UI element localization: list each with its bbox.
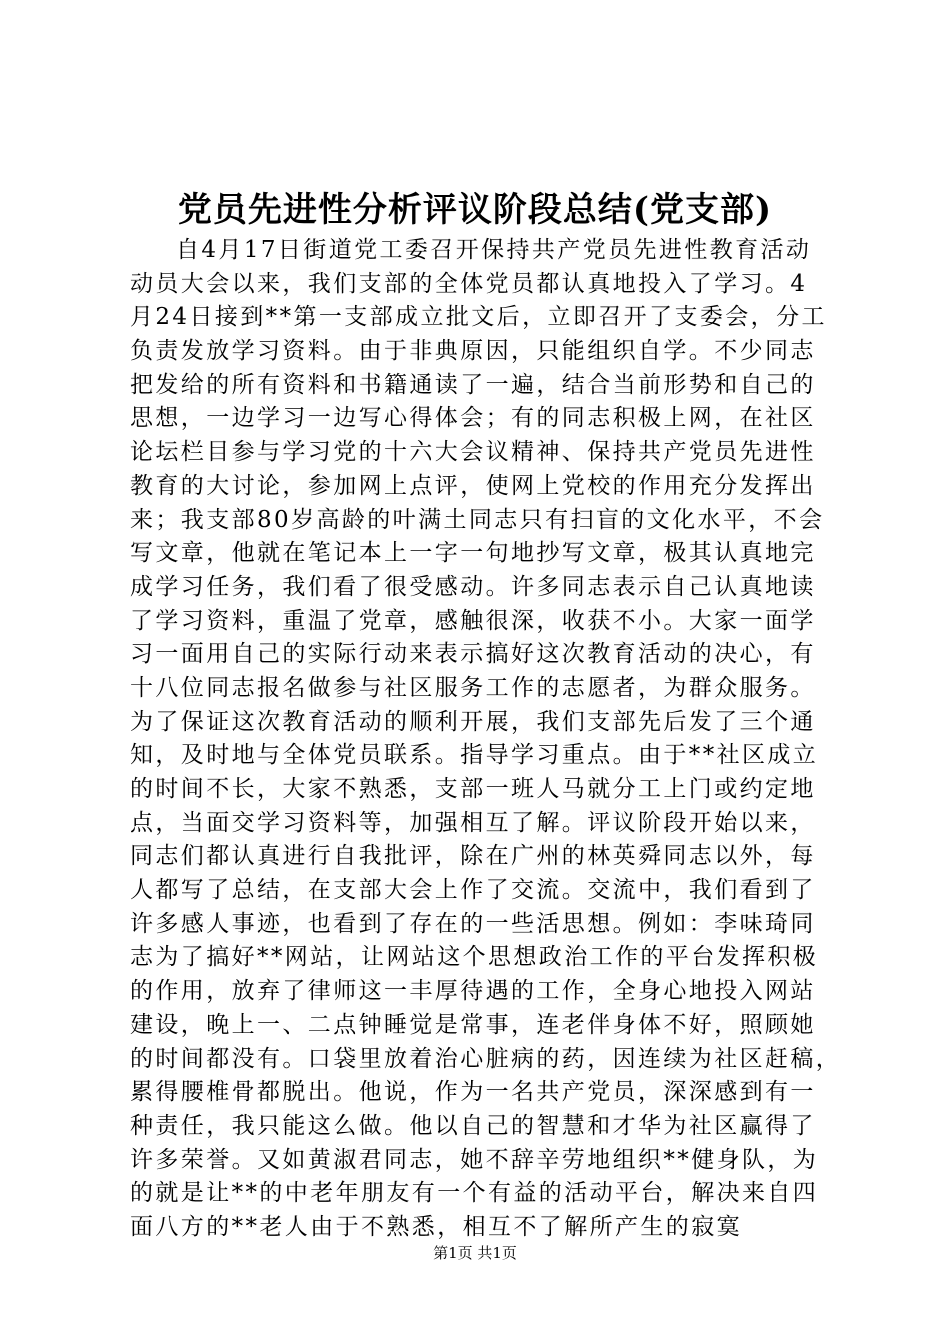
body-line: 的就是让**的中老年朋友有一个有益的活动平台，解决来自四 [130,1180,819,1207]
body-line: 许多感人事迹，也看到了存在的一些活思想。例如：李味琦同 [130,910,816,937]
body-line: 面八方的**老人由于不熟悉，相互不了解所产生的寂寞 [130,1213,742,1240]
body-line: 种责任，我只能这么做。他以自己的智慧和才华为社区赢得了 [130,1112,816,1139]
body-line: 负责发放学习资料。由于非典原因，只能组织自学。不少同志 [130,338,816,365]
body-line: 了学习资料，重温了党章，感触很深，收获不小。大家一面学 [130,607,816,634]
body-line: 自4月17日街道党工委召开保持共产党员先进性教育活动 [176,237,812,263]
body-line: 动员大会以来，我们支部的全体党员都认真地投入了学习。4 [130,270,808,297]
body-line: 为了保证这次教育活动的顺利开展，我们支部先后发了三个通 [130,708,816,735]
body-line: 志为了搞好**网站，让网站这个思想政治工作的平台发挥积极 [130,944,819,971]
body-line: 思想，一边学习一边写心得体会；有的同志积极上网，在社区 [130,405,816,432]
body-line: 建设，晚上一、二点钟睡觉是常事，连老伴身体不好，照顾她 [130,1011,816,1038]
body-line: 论坛栏目参与学习党的十六大会议精神、保持共产党员先进性 [130,439,816,466]
page-number-footer: 第1页 共1页 [433,1244,517,1262]
body-line: 把发给的所有资料和书籍通读了一遍，结合当前形势和自己的 [130,371,816,398]
body-line: 知，及时地与全体党员联系。指导学习重点。由于**社区成立 [130,742,819,769]
body-line: 人都写了总结，在支部大会上作了交流。交流中，我们看到了 [130,877,816,904]
body-line: 的作用，放弃了律师这一丰厚待遇的工作，全身心地投入网站 [130,978,816,1005]
body-line: 累得腰椎骨都脱出。他说，作为一名共产党员，深深感到有一 [130,1079,816,1106]
body-line: 来；我支部80岁高龄的叶满土同志只有扫盲的文化水平，不会 [130,506,825,533]
body-line: 十八位同志报名做参与社区服务工作的志愿者，为群众服务。 [130,674,816,701]
body-line: 许多荣誉。又如黄淑君同志，她不辞辛劳地组织**健身队，为 [130,1146,819,1173]
body-line: 教育的大讨论，参加网上点评，使网上党校的作用充分发挥出 [130,472,816,499]
body-line: 习一面用自己的实际行动来表示搞好这次教育活动的决心，有 [130,641,816,668]
body-line: 月24日接到**第一支部成立批文后，立即召开了支委会，分工 [130,304,827,331]
document-body [130,234,842,1245]
document-title: 党员先进性分析评议阶段总结(党支部) [177,190,773,230]
body-line: 的时间都没有。口袋里放着治心脏病的药，因连续为社区赶稿， [130,1045,842,1072]
body-line: 点，当面交学习资料等，加强相互了解。评议阶段开始以来， [130,809,816,836]
body-line: 同志们都认真进行自我批评，除在广州的林英舜同志以外，每 [130,843,816,870]
body-line: 写文章，他就在笔记本上一字一句地抄写文章，极其认真地完 [130,540,816,567]
body-line: 成学习任务，我们看了很受感动。许多同志表示自己认真地读 [130,573,816,600]
body-line: 的时间不长，大家不熟悉，支部一班人马就分工上门或约定地 [130,776,816,802]
